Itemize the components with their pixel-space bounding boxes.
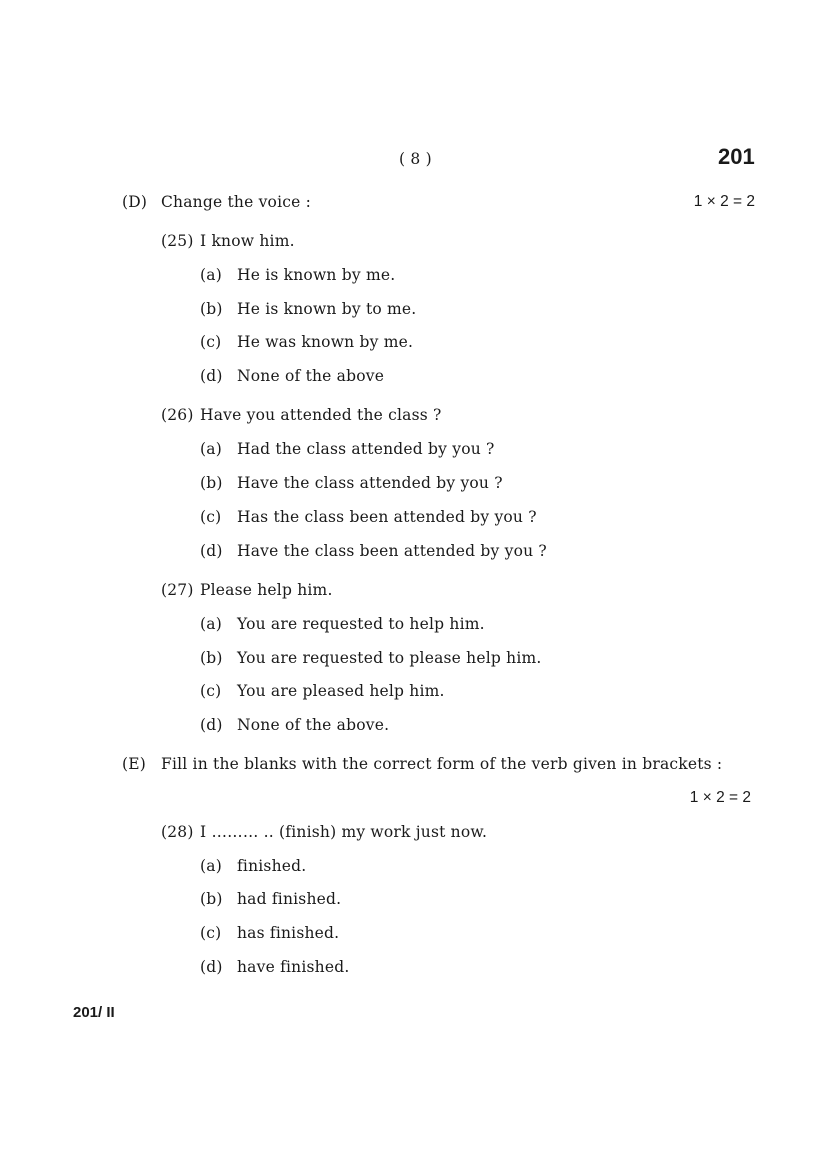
option-label: (d) [200, 716, 223, 734]
page-number: ( 8 ) [399, 150, 432, 168]
option-text: has finished. [237, 924, 340, 942]
option-label: (a) [200, 266, 222, 284]
option-label: (c) [200, 508, 222, 526]
question-number: (28) [161, 823, 194, 841]
question-text: Please help him. [200, 581, 333, 599]
question-number: (26) [161, 406, 194, 424]
question-text: I ……… .. (finish) my work just now. [200, 823, 488, 841]
option-label: (a) [200, 440, 222, 458]
option-label: (a) [200, 857, 222, 875]
section-d-marks: 1 × 2 = 2 [693, 193, 755, 210]
option-label: (b) [200, 649, 223, 667]
option-text: Have the class been attended by you ? [237, 542, 547, 560]
option-label: (c) [200, 924, 222, 942]
option-text: had finished. [237, 890, 342, 908]
option-label: (b) [200, 890, 223, 908]
question-number: (27) [161, 581, 194, 599]
option-text: Have the class attended by you ? [237, 474, 503, 492]
option-text: finished. [237, 857, 307, 875]
option-label: (b) [200, 474, 223, 492]
option-text: He is known by me. [237, 266, 396, 284]
option-label: (d) [200, 958, 223, 976]
option-text: Has the class been attended by you ? [237, 508, 537, 526]
option-text: None of the above [237, 367, 385, 385]
option-label: (d) [200, 367, 223, 385]
option-text: None of the above. [237, 716, 390, 734]
paper-code: 201 [718, 144, 755, 169]
option-text: have finished. [237, 958, 350, 976]
option-label: (d) [200, 542, 223, 560]
option-label: (c) [200, 333, 222, 351]
question-text: Have you attended the class ? [200, 406, 442, 424]
section-e-marks: 1 × 2 = 2 [689, 789, 751, 806]
option-text: You are pleased help him. [237, 682, 445, 700]
option-label: (a) [200, 615, 222, 633]
option-text: You are requested to help him. [237, 615, 485, 633]
option-label: (c) [200, 682, 222, 700]
section-e-label: (E) [122, 755, 147, 773]
section-d-instruction: Change the voice : [161, 193, 312, 211]
option-text: You are requested to please help him. [237, 649, 542, 667]
option-text: Had the class attended by you ? [237, 440, 495, 458]
question-text: I know him. [200, 232, 295, 250]
option-text: He was known by me. [237, 333, 414, 351]
option-text: He is known by to me. [237, 300, 417, 318]
option-label: (b) [200, 300, 223, 318]
footer-code: 201/ II [73, 1004, 115, 1021]
question-number: (25) [161, 232, 194, 250]
section-e-instruction: Fill in the blanks with the correct form of the verb given in brackets : [161, 755, 723, 773]
section-d-label: (D) [122, 193, 148, 211]
